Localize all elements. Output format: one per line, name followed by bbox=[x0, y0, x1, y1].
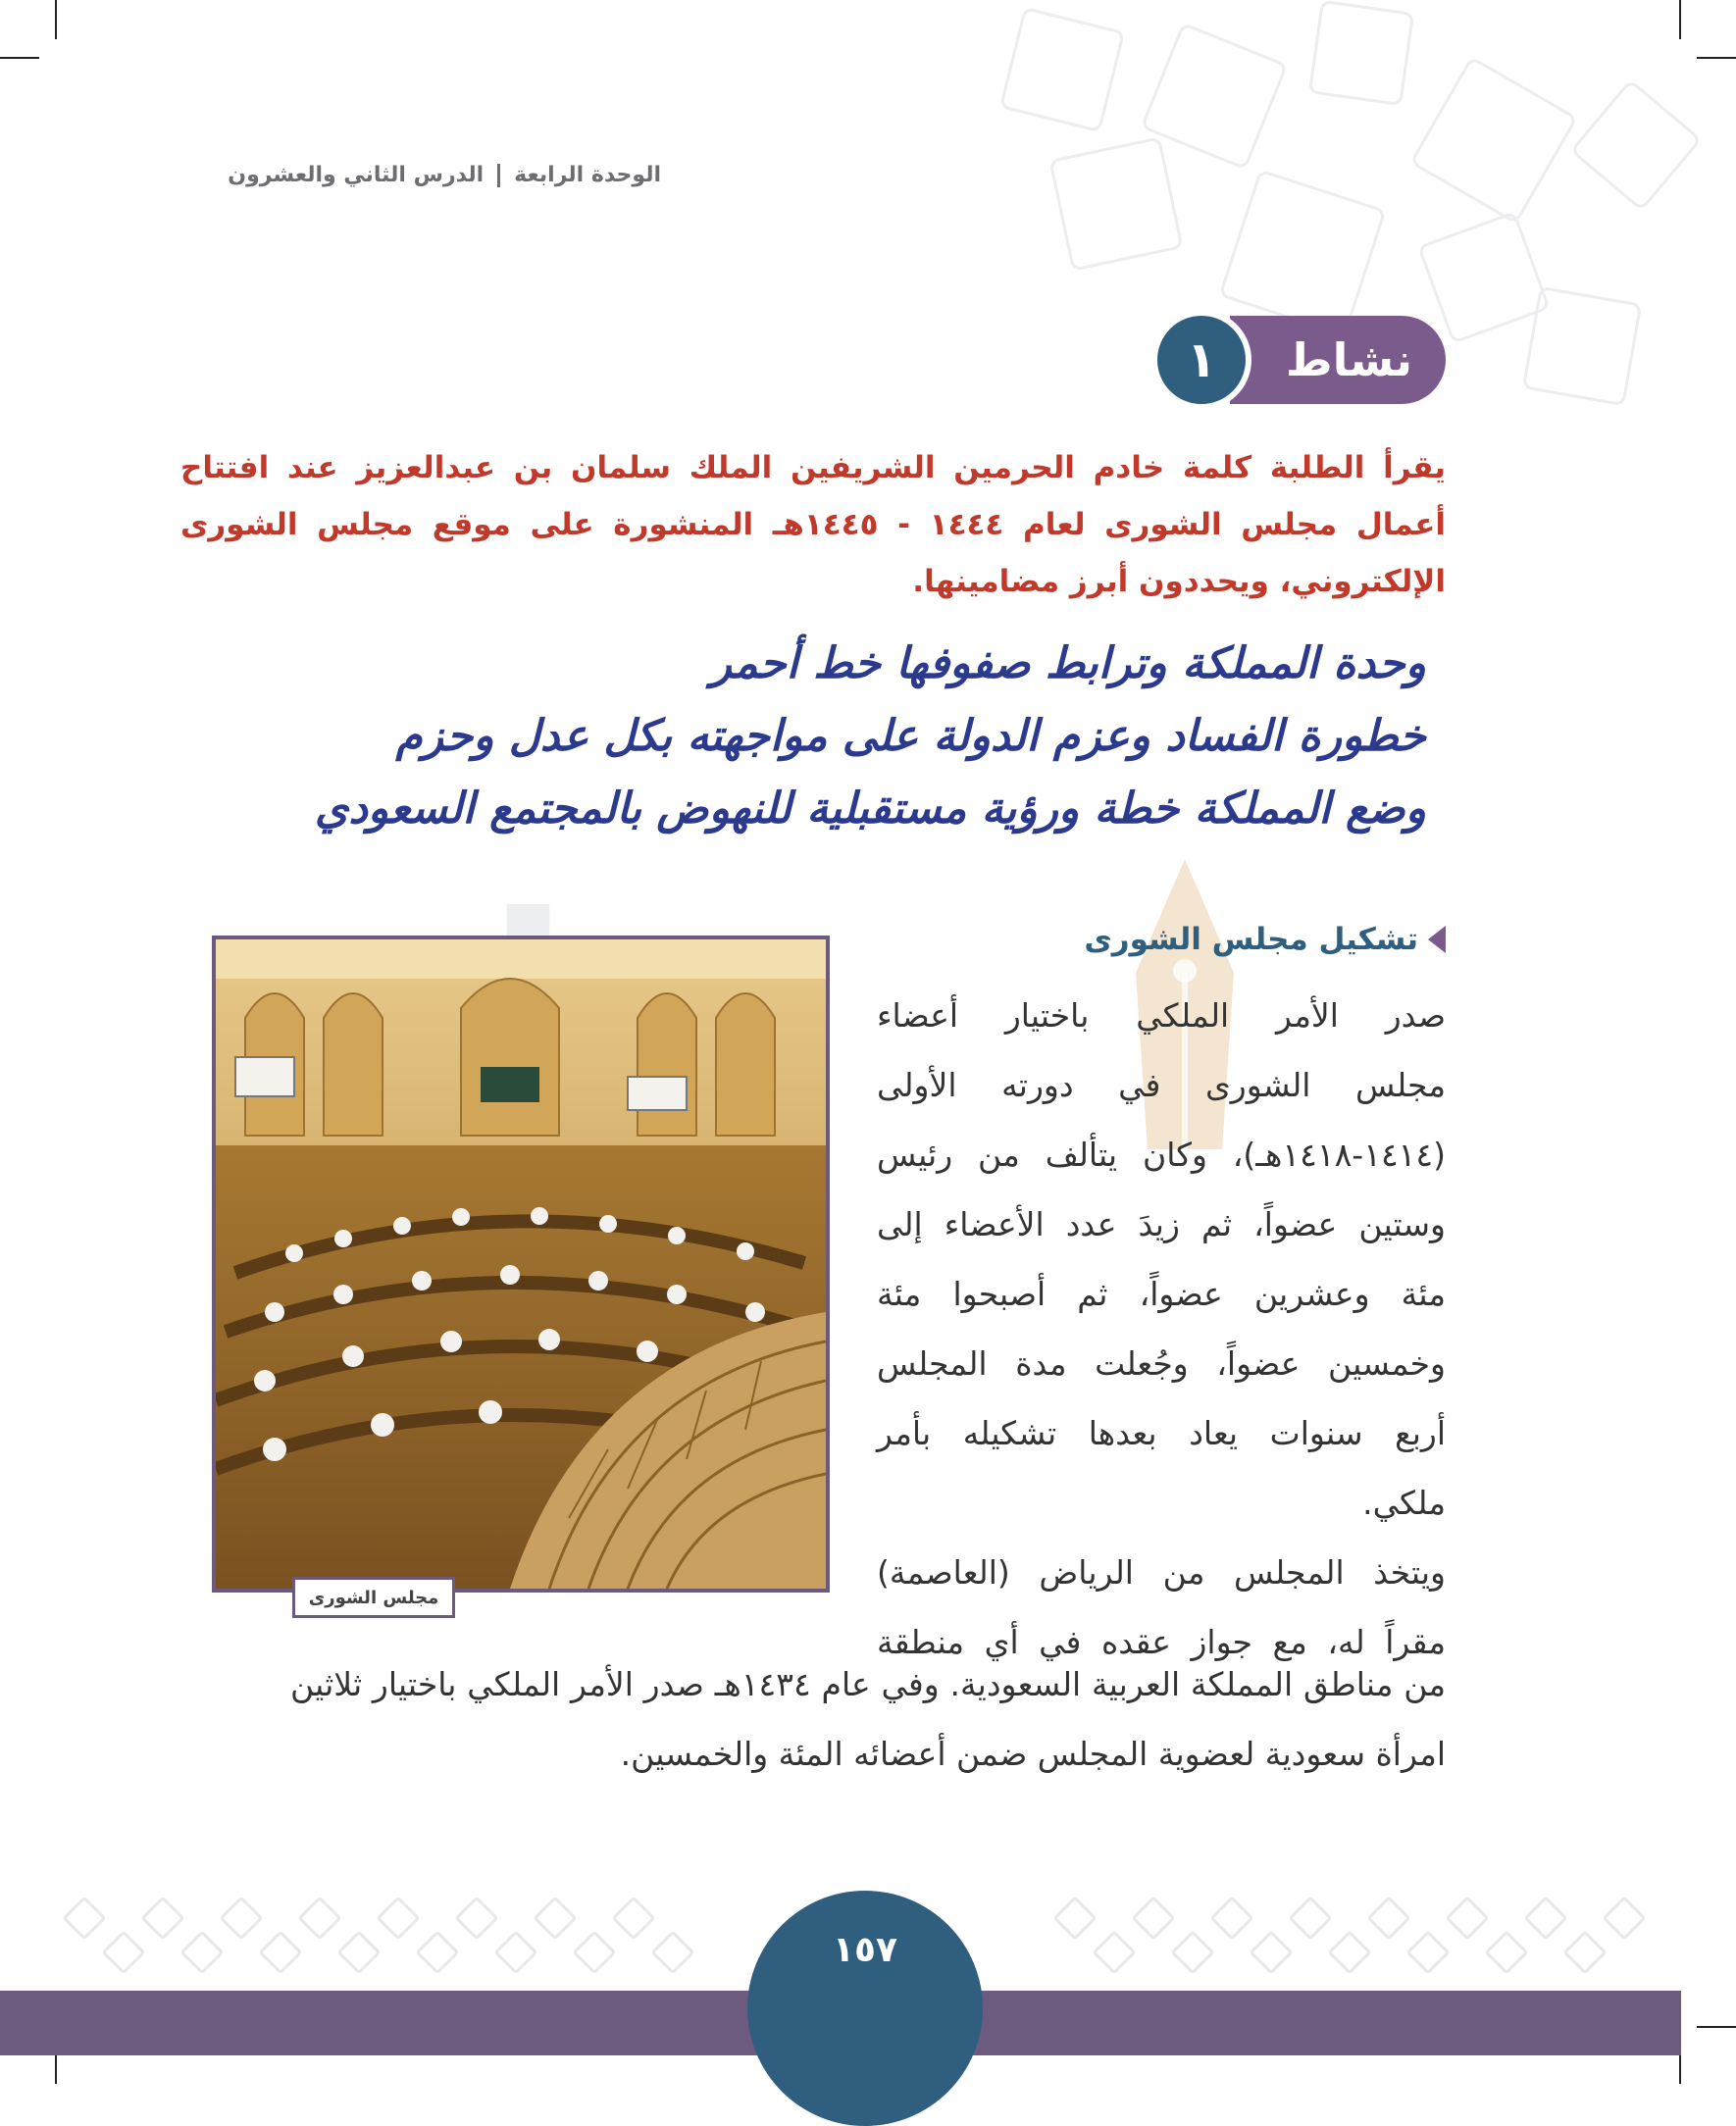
header-divider bbox=[497, 164, 500, 187]
body-line: أربع سنوات يعاد بعدها تشكيله بأمر bbox=[877, 1414, 1446, 1452]
section-body-column bbox=[877, 981, 1446, 1677]
body-line: ويتخذ المجلس من الرياض (العاصمة) bbox=[877, 1553, 1446, 1592]
body-line: صدر الأمر الملكي باختيار أعضاء bbox=[877, 996, 1446, 1035]
body-line: مجلس الشورى في دورته الأولى bbox=[877, 1066, 1446, 1104]
activity-instruction: يقرأ الطلبة كلمة خادم الحرمين الشريفين الملك سلمان بن عبدالعزيز عند افتتاح أعمال مجلس الشورى لعام ١٤٤٤ - ١٤٤٥هـ المنشورة على موقع مجلس الشورى الإلكتروني، ويحددون أبرز مضامينها. bbox=[180, 450, 1446, 599]
body-line: وخمسين عضواً، وجُعلت مدة المجلس bbox=[877, 1344, 1446, 1383]
photo-caption: مجلس الشورى bbox=[292, 1577, 455, 1618]
activity-label: نشاط bbox=[1230, 316, 1446, 404]
page-header bbox=[228, 163, 661, 187]
page-number: ١٥٧ bbox=[747, 1891, 983, 2126]
body-line: وستين عضواً، ثم زيدَ عدد الأعضاء إلى bbox=[877, 1205, 1446, 1243]
body-line: ملكي. bbox=[1362, 1484, 1446, 1522]
section-title-text: تشكيل مجلس الشورى bbox=[1084, 922, 1418, 957]
unit-label: الوحدة الرابعة bbox=[514, 163, 661, 187]
shura-council-photo bbox=[212, 936, 830, 1593]
answer-line: وحدة المملكة وترابط صفوفها خط أحمر bbox=[710, 638, 1426, 688]
answer-line: وضع المملكة خطة ورؤية مستقبلية للنهوض بالمجتمع السعودي bbox=[314, 784, 1426, 834]
body-line: مئة وعشرين عضواً، ثم أصبحوا مئة bbox=[877, 1275, 1446, 1313]
section-body-wide: من مناطق المملكة العربية السعودية. وفي عام ١٤٣٤هـ صدر الأمر الملكي باختيار ثلاثين امرأة سعودية لعضوية المجلس ضمن أعضائه المئة والخمسين. bbox=[290, 1665, 1446, 1773]
lesson-label: الدرس الثاني والعشرون bbox=[228, 163, 485, 187]
answer-line: خطورة الفساد وعزم الدولة على مواجهته بكل عدل وحزم bbox=[395, 711, 1426, 761]
activity-number: ١ bbox=[1151, 310, 1251, 410]
crop-mark bbox=[1697, 2026, 1736, 2028]
answers-list bbox=[288, 628, 1426, 845]
body-line: مقراً له، مع جواز عقده في أي منطقة bbox=[877, 1623, 1446, 1661]
activity-badge bbox=[1151, 310, 1446, 410]
crop-mark bbox=[1697, 57, 1736, 59]
crop-mark bbox=[1679, 0, 1681, 39]
body-line: (١٤١٤-١٤١٨هـ)، وكان يتألف من رئيس bbox=[877, 1136, 1446, 1174]
council-chamber-illustration bbox=[216, 939, 826, 1589]
section-title bbox=[1084, 922, 1446, 957]
crop-mark bbox=[55, 0, 57, 39]
crop-mark bbox=[0, 57, 39, 59]
triangle-bullet-icon bbox=[1428, 926, 1446, 953]
